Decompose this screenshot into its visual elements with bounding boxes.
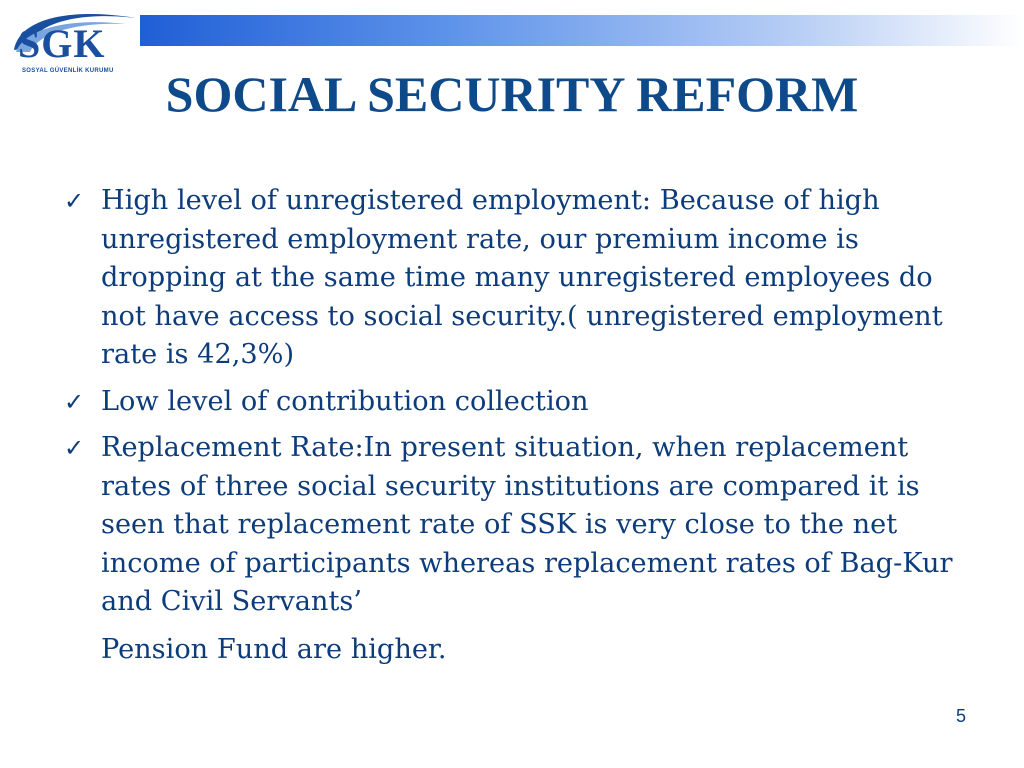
bullet-text: High level of unregistered employment: Because of high unregistered employment rate, our premium income is dropping at the same time many unregistered employees do not have access to social security.( unregistered employment rate is 42,3%) [101,185,943,370]
header-gradient-bar [140,15,1024,46]
check-icon: ✓ [64,434,85,462]
check-icon: ✓ [64,387,85,416]
logo-text: SGK [18,21,106,66]
bullet-item-replacement-rate [64,429,984,669]
bullet-item-unregistered-employment [64,182,984,375]
bullet-item-contribution-collection [64,383,984,422]
bullet-text: Replacement Rate:In present situation, when replacement rates of three social security institutions are compared it is seen that replacement rate of SSK is very close to the net income of participants whereas replacement rates of Bag-Kur and Civil Servants’ [101,432,953,617]
check-icon: ✓ [64,187,85,215]
slide-title: SOCIAL SECURITY REFORM [165,66,859,122]
logo-subtitle: SOSYAL GÜVENLİK KURUMU [22,68,114,74]
bullet-text: Low level of contribution collection [101,385,589,417]
bullet-list [64,182,984,677]
bullet-text-continuation: Pension Fund are higher. [101,633,447,665]
page-number: 5 [955,706,966,726]
